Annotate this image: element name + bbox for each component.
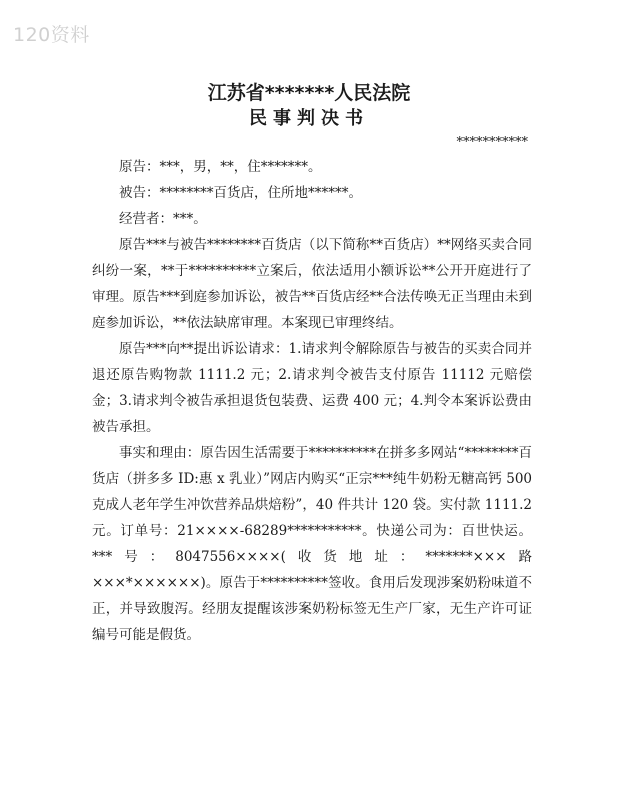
claims-paragraph: 原告***向**提出诉讼请求：1.请求判令解除原告与被告的买卖合同并退还原告购物款 1111.2 元；2.请求判令被告支付原告 11112 元赔偿金；3.请求判令被告承担退货包装费、运费 400 元；4.判令本案诉讼费由被告承担。 (92, 341, 532, 435)
judgment-body (92, 154, 532, 648)
document-type-title: 民事判决书 (249, 108, 369, 129)
court-name: 江苏省*******人民法院 (207, 82, 411, 104)
case-number: *********** (456, 135, 528, 150)
case-overview-paragraph: 原告***与被告********百货店（以下简称**百货店）**网络买卖合同纠纷一案，**于**********立案后，依法适用小额诉讼**公开开庭进行了审理。原告***到庭参加诉讼，被告**百货店经**合法传唤无正当理由未到庭参加诉讼，**依法缺席审理。本案现已审理终结。 (92, 237, 532, 331)
watermark: 120资料 (13, 24, 90, 46)
operator-line: 经营者：***。 (119, 211, 207, 227)
plaintiff-line: 原告：***，男，**，住*******。 (119, 159, 322, 175)
facts-paragraph: 事实和理由：原告因生活需要于**********在拼多多网站“********百货店（拼多多 ID:惠 x 乳业）”网店内购买“正宗***纯牛奶粉无糖高钙 500 克成人老年学生冲饮营养品烘焙粉”，40 件共计 120 袋。实付款 1111.2 元。订单号：21××××-68289***********。快递公司为：百世快运。***号：8047556××××(收货地址：*******×××路×××*××××××)。原告于**********签收。食用后发现涉案奶粉味道不正，并导致腹泻。经朋友提醒该涉案奶粉标签无生产厂家，无生产许可证编号可能是假货。 (92, 445, 532, 643)
defendant-line: 被告：********百货店，住所地******。 (119, 185, 362, 201)
